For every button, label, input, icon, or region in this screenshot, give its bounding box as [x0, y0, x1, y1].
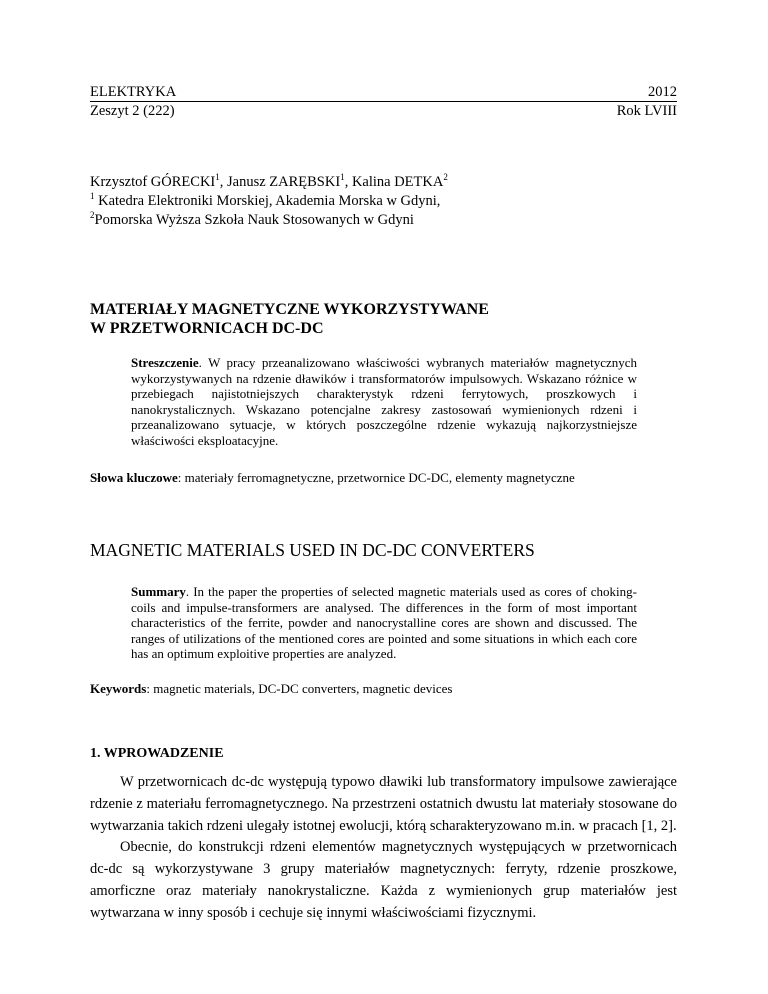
body-text [90, 772, 677, 925]
author-name: Krzysztof GÓRECKI [90, 174, 216, 190]
abstract-en [131, 584, 637, 662]
author-name: Janusz ZARĘBSKI [227, 174, 341, 190]
author-name: Kalina DETKA [351, 174, 444, 190]
keywords-pl [90, 470, 680, 486]
keywords-label: Keywords [90, 681, 147, 696]
keywords-text: : magnetic materials, DC-DC converters, magnetic devices [146, 681, 453, 696]
affiliation-2 [90, 211, 690, 230]
abstract-text: . W pracy przeanalizowano właściwości wybranych materiałów magnetycznych wykorzystywanych na rdzenie dławików i transformatorów impulsowych. Wskazano różnice w przebiegach najistotniejszych charakterystyk rdzeni ferrytowych, proszkowych i nanokrystalicznych. Wskazano potencjalne zakresy zastosowań wymienionych rdzeni i przeanalizowano sytuacje, w których poszczególne rdzenie wykazują najkorzystniejsze właściwości eksploatacyjne. [131, 355, 637, 448]
keywords-label: Słowa kluczowe [90, 470, 178, 485]
header-rule [90, 101, 677, 102]
running-header-right [617, 83, 677, 121]
affiliation-marker: 2 [90, 210, 95, 220]
abstract-text: . In the paper the properties of selected magnetic materials used as cores of choking-coils and impulse-transformers are analysed. The differences in the form of most important characteristics of the ferrite, powder and nanocrystalline cores are shown and discussed. The ranges of utilizations of the mentioned cores are pointed and some situations in which each core has an optimum exploitive properties are analyzed. [131, 584, 637, 662]
affiliation-marker: 1 [90, 191, 95, 201]
affiliation-text: Katedra Elektroniki Morskiej, Akademia Morska w Gdyni, [94, 193, 441, 209]
abstract-label: Summary [131, 584, 186, 599]
author-separator: , [344, 174, 352, 190]
affiliation-text: Pomorska Wyższa Szkoła Nauk Stosowanych w Gdyni [94, 212, 414, 228]
keywords-en [90, 681, 680, 697]
abstract-label: Streszczenie [131, 355, 199, 370]
paragraph: Obecnie, do konstrukcji rdzeni elementów magnetycznych występujących w przetwornicach dc-dc są wykorzystywane 3 grupy materiałów magnetycznych: ferryty, rdzenie proszkowe, amorficzne oraz materiały nanokrystaliczne. Każda z wymienionych grup materiałów jest wytwarzana w inny sposób i cechuje się innymi właściwościami fizycznymi. [90, 839, 677, 921]
running-header-left [90, 83, 176, 121]
keywords-text: : materiały ferromagnetyczne, przetwornice DC-DC, elementy magnetyczne [177, 470, 575, 485]
paragraph: W przetwornicach dc-dc występują typowo dławiki lub transformatory impulsowe zawierające rdzenie z materiału ferromagnetycznego. Na przestrzeni ostatnich dwustu lat materiały stosowane do wytwarzania takich rdzeni ulegały istotnej ewolucji, którą scharakteryzowano m.in. w pracach [1, 2]. [90, 774, 677, 834]
issue-number: Zeszyt 2 (222) [90, 103, 175, 119]
volume-number: Rok LVIII [616, 103, 677, 119]
affiliation-marker: 2 [443, 172, 448, 182]
journal-name: ELEKTRYKA [90, 84, 177, 100]
section-heading: 1. WPROWADZENIE [90, 746, 224, 761]
paper-title-pl [90, 300, 690, 338]
title-line: W PRZETWORNICACH DC-DC [90, 320, 324, 337]
author-block [90, 173, 690, 230]
affiliation-marker: 1 [340, 172, 345, 182]
author-line [90, 173, 690, 192]
author-separator: , [219, 174, 227, 190]
paper-title-en: MAGNETIC MATERIALS USED IN DC-DC CONVERTERS [90, 540, 535, 560]
publication-year: 2012 [648, 84, 677, 100]
abstract-pl [131, 355, 637, 449]
title-line: MATERIAŁY MAGNETYCZNE WYKORZYSTYWANE [90, 301, 489, 318]
affiliation-marker: 1 [215, 172, 220, 182]
affiliation-1 [90, 192, 690, 211]
